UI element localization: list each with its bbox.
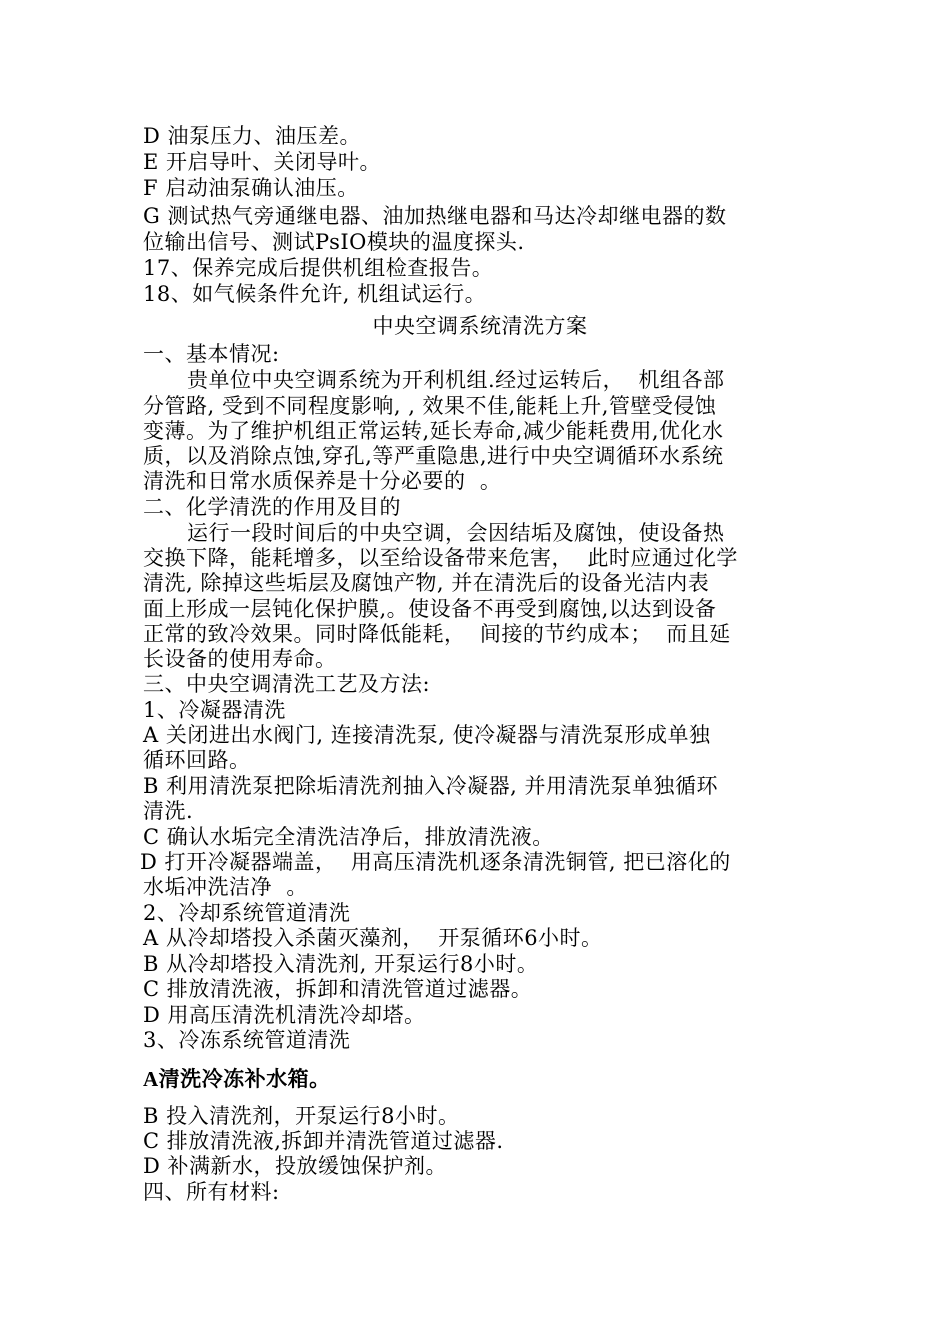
subsection-heading: 3、冷冻系统管道清洗 <box>143 1028 351 1052</box>
section-title: 中央空调系统清洗方案 <box>372 314 588 338</box>
paragraph-line: 面上形成一层钝化保护膜,。使设备不再受到腐蚀,以达到设备 <box>143 597 717 621</box>
text-line: A清洗冷冻补水箱。 <box>143 1067 331 1091</box>
text-line: B 投入清洗剂，开泵运行8小时。 <box>143 1104 460 1128</box>
text-line: D 油泵压力、油压差。 <box>143 124 362 148</box>
subsection-heading: 1、冷凝器清洗 <box>143 698 286 722</box>
text-line: E 开启导叶、关闭导叶。 <box>143 150 382 174</box>
section-heading: 四、所有材料: <box>143 1180 280 1204</box>
subsection-heading: 2、冷却系统管道清洗 <box>143 901 351 925</box>
text-line: D 用高压清洗机清洗冷却塔。 <box>143 1003 426 1027</box>
text-line: A 关闭进出水阀门, 连接清洗泵, 使冷凝器与清洗泵形成单独 <box>143 723 711 747</box>
text-line: B 从冷却塔投入清洗剂, 开泵运行8小时。 <box>143 952 539 976</box>
text-line: F 启动油泵确认油压。 <box>143 176 359 200</box>
paragraph-line: 长设备的使用寿命。 <box>143 647 337 671</box>
paragraph-line: 正常的致冷效果。同时降低能耗， 间接的节约成本； 而且延 <box>143 622 731 646</box>
text-line: C 排放清洗液,拆卸并清洗管道过滤器. <box>143 1129 504 1153</box>
text-line: 位输出信号、测试PsIO模块的温度探头. <box>143 230 525 254</box>
section-heading: 三、中央空调清洗工艺及方法: <box>143 672 431 696</box>
paragraph-line: 变薄。为了维护机组正常运转,延长寿命,减少能耗费用,优化水 <box>143 419 724 443</box>
text-line: C 排放清洗液，拆卸和清洗管道过滤器。 <box>143 977 533 1001</box>
paragraph-line: 交换下降，能耗增多，以至给设备带来危害， 此时应通过化学 <box>143 546 738 570</box>
paragraph-line: 贵单位中央空调系统为开利机组.经过运转后， 机组各部 <box>187 368 725 392</box>
paragraph-line: 运行一段时间后的中央空调，会因结垢及腐蚀，使设备热 <box>187 521 725 545</box>
text-line: D 打开冷凝器端盖， 用高压清洗机逐条清洗铜管, 把已溶化的 <box>140 850 731 874</box>
section-heading: 二、化学清洗的作用及目的 <box>143 495 401 519</box>
text-line: 水垢冲洗洁净 。 <box>143 875 308 899</box>
text-line: 18、如气候条件允许, 机组试运行。 <box>143 282 487 306</box>
text-line: 17、保养完成后提供机组检查报告。 <box>143 256 494 280</box>
paragraph-line: 清洗, 除掉这些垢层及腐蚀产物, 并在清洗后的设备光洁内表 <box>143 571 710 595</box>
paragraph-line: 质，以及消除点蚀,穿孔,等严重隐患,进行中央空调循环水系统 <box>143 444 724 468</box>
section-heading: 一、基本情况: <box>143 342 280 366</box>
text-line: 循环回路。 <box>143 748 251 772</box>
text-line: D 补满新水，投放缓蚀保护剂。 <box>143 1154 448 1178</box>
text-line: C 确认水垢完全清洗洁净后，排放清洗液。 <box>143 825 554 849</box>
paragraph-line: 分管路, 受到不同程度影响, , 效果不佳,能耗上升,管壁受侵蚀 <box>143 394 717 418</box>
text-line: B 利用清洗泵把除垢清洗剂抽入冷凝器, 并用清洗泵单独循环 <box>143 774 718 798</box>
paragraph-line: 清洗和日常水质保养是十分必要的 。 <box>143 469 502 493</box>
text-line: G 测试热气旁通继电器、油加热继电器和马达冷却继电器的数 <box>143 204 727 228</box>
text-line: A 从冷却塔投入杀菌灭藻剂， 开泵循环6小时。 <box>143 926 603 950</box>
text-line: 清洗. <box>143 799 194 823</box>
